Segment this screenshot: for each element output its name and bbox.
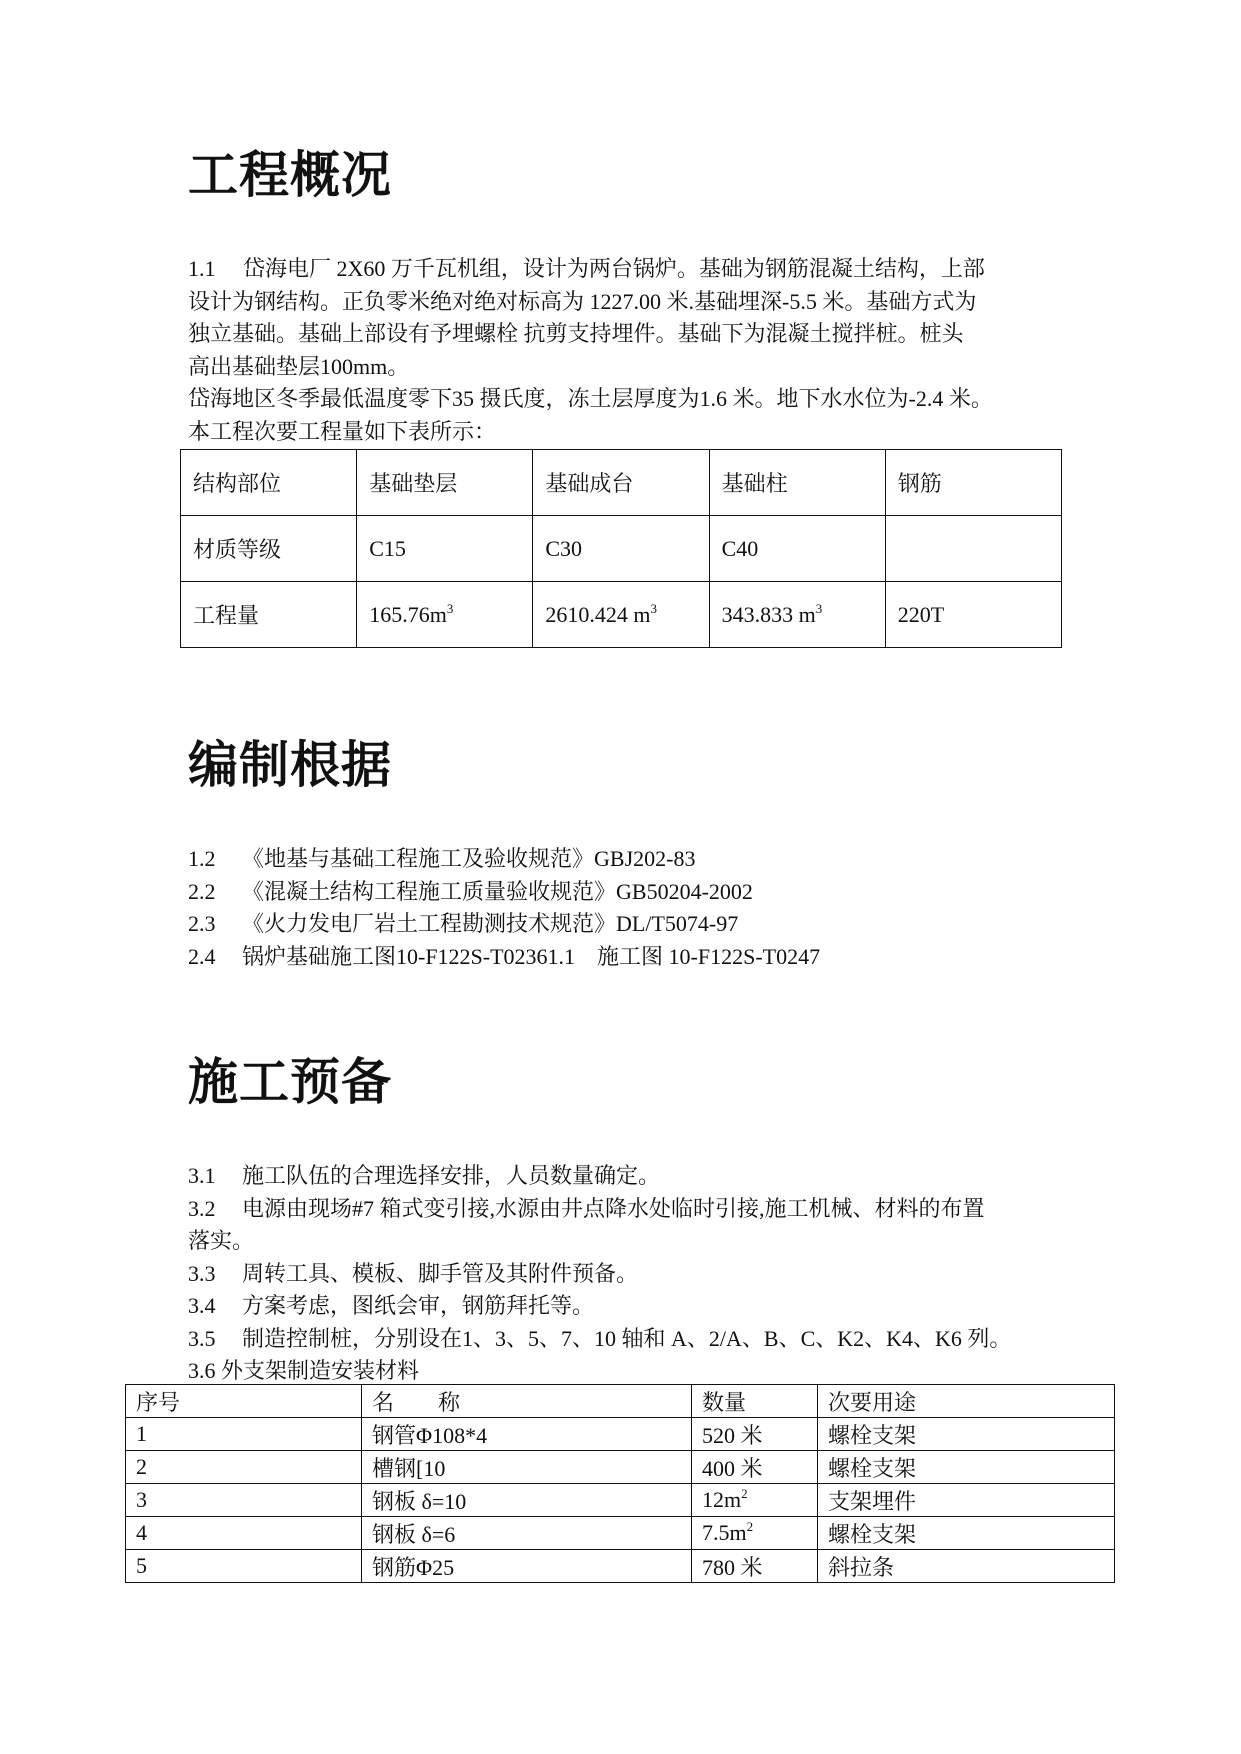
item-number: 3.2: [188, 1195, 216, 1221]
table-cell: 螺栓支架: [818, 1451, 1115, 1484]
quantity-table: [180, 449, 1062, 648]
prep-list: [188, 1160, 1068, 1388]
item-text: 施工队伍的合理选择安排，人员数量确定。: [242, 1163, 661, 1188]
table-cell: 钢筋: [885, 450, 1061, 516]
unit-superscript: 3: [815, 600, 823, 616]
table-cell: 螺栓支架: [818, 1517, 1115, 1550]
table-cell: 400 米: [692, 1451, 818, 1484]
table-row: [126, 1517, 1115, 1550]
item-number: 2.4: [188, 943, 216, 969]
item-text: 方案考虑，图纸会审，钢筋拜托等。: [242, 1293, 595, 1318]
item-number: 3.5: [188, 1325, 216, 1351]
section-title-overview: 工程概况: [188, 146, 392, 204]
overview-line: 本工程次要工程量如下表所示：: [188, 418, 497, 444]
item-text: 《地基与基础工程施工及验收规范》GBJ202-83: [242, 846, 696, 871]
list-item: [188, 1160, 1068, 1193]
overview-line: 独立基础。基础上部设有予埋螺栓 抗剪支持埋件。基础下为混凝土搅拌桩。桩头: [188, 321, 964, 346]
table-row: [126, 1550, 1115, 1583]
table-row: [126, 1484, 1115, 1517]
table-cell: 钢筋Φ25: [362, 1550, 692, 1583]
table-cell: 基础成台: [533, 450, 709, 516]
list-item: [188, 941, 1068, 974]
item-text: 锅炉基础施工图10-F122S-T02361.1 施工图 10-F122S-T0247: [242, 943, 821, 969]
column-header: 数量: [692, 1385, 818, 1418]
table-cell: 780 米: [692, 1550, 818, 1583]
list-item: [188, 1323, 1068, 1356]
list-item: [188, 843, 1068, 876]
table-cell: [357, 582, 533, 648]
section-title-prep: 施工预备: [188, 1053, 392, 1111]
list-item: [188, 1193, 1068, 1226]
table-cell: 支架埋件: [818, 1484, 1115, 1517]
overview-line: 高出基础垫层100mm。: [188, 353, 410, 379]
table-cell: 基础垫层: [357, 450, 533, 516]
overview-line: 设计为钢结构。正负零米绝对绝对标高为 1227.00 米.基础埋深-5.5 米。基础方式为: [188, 288, 977, 314]
item-number: 1.2: [188, 846, 216, 871]
table-cell: 3: [126, 1484, 362, 1517]
table-row: [126, 1418, 1115, 1451]
table-cell: 钢板 δ=6: [362, 1517, 692, 1550]
item-text: 电源由现场#7 箱式变引接,水源由井点降水处临时引接,施工机械、材料的布置: [242, 1195, 985, 1221]
table-cell: 220T: [885, 582, 1061, 648]
item-number: 3.1: [188, 1163, 216, 1188]
item-text: 落实。: [188, 1228, 255, 1253]
item-number: 3.4: [188, 1293, 216, 1318]
list-item: [188, 876, 1068, 909]
cell-value: 7.5m: [702, 1520, 747, 1545]
table-cell: 2: [126, 1451, 362, 1484]
cell-value: 2610.424 m: [545, 601, 651, 627]
table-row: [126, 1451, 1115, 1484]
unit-superscript: 2: [746, 1519, 754, 1534]
item-text: 《火力发电厂岩土工程勘测技术规范》DL/T5074-97: [242, 911, 739, 936]
item-text: 3.6 外支架制造安装材料: [188, 1358, 420, 1383]
column-header: 次要用途: [818, 1385, 1115, 1418]
overview-line: 岱海地区冬季最低温度零下35 摄氏度，冻土层厚度为1.6 米。地下水水位为-2.4 米。: [188, 386, 993, 411]
basis-list: [188, 843, 1068, 973]
table-cell: 螺栓支架: [818, 1418, 1115, 1451]
table-cell: [533, 582, 709, 648]
table-cell: [692, 1517, 818, 1550]
section-title-basis: 编制根据: [188, 736, 392, 794]
list-item: [188, 1355, 1068, 1388]
column-header: 序号: [126, 1385, 362, 1418]
item-number: 3.3: [188, 1260, 216, 1286]
table-cell: 材质等级: [181, 516, 357, 582]
table-cell: 钢板 δ=10: [362, 1484, 692, 1517]
table-row: [181, 582, 1062, 648]
item-number: 2.2: [188, 878, 216, 904]
table-cell: 槽钢[10: [362, 1451, 692, 1484]
item-number: 2.3: [188, 911, 216, 936]
table-cell: C40: [709, 516, 885, 582]
list-item: [188, 1258, 1068, 1291]
table-cell: 斜拉条: [818, 1550, 1115, 1583]
item-text: 《混凝土结构工程施工质量验收规范》GB50204-2002: [242, 878, 753, 904]
overview-paragraph: [188, 253, 1068, 448]
table-cell: 钢管Φ108*4: [362, 1418, 692, 1451]
material-table: [125, 1384, 1115, 1583]
list-item: [188, 1290, 1068, 1323]
item-text: 周转工具、模板、脚手管及其附件预备。: [242, 1260, 639, 1286]
unit-superscript: 2: [741, 1486, 748, 1501]
table-cell: [692, 1484, 818, 1517]
overview-line: 1.1 岱海电厂 2X60 万千瓦机组，设计为两台锅炉。基础为钢筋混凝土结构，上部: [188, 256, 985, 281]
table-cell: 1: [126, 1418, 362, 1451]
table-cell: C15: [357, 516, 533, 582]
list-item: [188, 908, 1068, 941]
table-cell: [885, 516, 1061, 582]
table-cell: [709, 582, 885, 648]
cell-value: 343.833 m: [721, 601, 816, 627]
table-row: [181, 516, 1062, 582]
table-header-row: [126, 1385, 1115, 1418]
table-cell: 工程量: [181, 582, 357, 648]
cell-value: 12m: [702, 1487, 742, 1512]
table-cell: 5: [126, 1550, 362, 1583]
table-cell: 520 米: [692, 1418, 818, 1451]
item-text: 制造控制桩，分别设在1、3、5、7、10 轴和 A、2/A、B、C、K2、K4、K6 列。: [242, 1325, 1012, 1351]
table-row: [181, 450, 1062, 516]
column-header: 名 称: [362, 1385, 692, 1418]
table-cell: 基础柱: [709, 450, 885, 516]
cell-value: 165.76m: [369, 601, 447, 627]
unit-superscript: 3: [650, 600, 657, 616]
table-cell: C30: [533, 516, 709, 582]
unit-superscript: 3: [446, 600, 454, 616]
table-cell: 结构部位: [181, 450, 357, 516]
list-item: [188, 1225, 1068, 1258]
table-cell: 4: [126, 1517, 362, 1550]
